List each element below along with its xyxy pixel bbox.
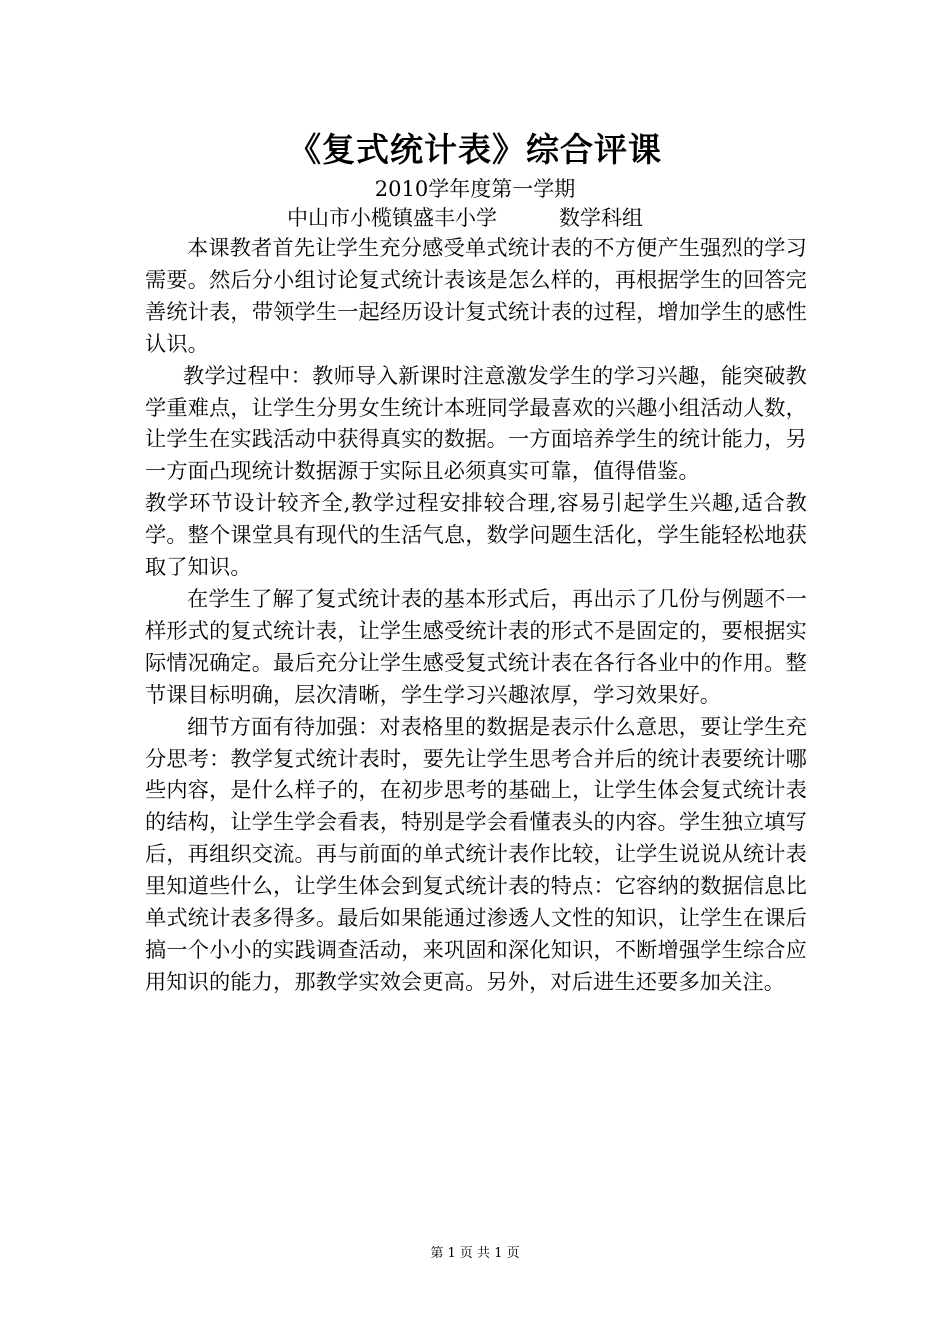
page-number-footer: 第 1 页 共 1 页 [430, 1246, 520, 1261]
paragraph: 细节方面有待加强：对表格里的数据是表示什么意思，要让学生充分思考：教学复式统计表时，要先让学生思考合并后的统计表要统计哪些内容，是什么样子的，在初步思考的基础上，让学生体会复式统计表的结构，让学生学会看表，特别是学会看懂表头的内容。学生独立填写后，再组织交流。再与前面的单式统计表作比较，让学生说说从统计表里知道些什么，让学生体会到复式统计表的特点：它容纳的数据信息比单式统计表多得多。最后如果能通过渗透人文性的知识，让学生在课后搞一个小小的实践调查活动，来巩固和深化知识，不断增强学生综合应用知识的能力，那教学实效会更高。另外，对后进生还要多加关注。 [145, 713, 807, 994]
paragraph: 教学环节设计较齐全,教学过程安排较合理,容易引起学生兴趣,适合教学。整个课堂具有现代的生活气息，数学问题生活化，学生能轻松地获取了知识。 [145, 490, 807, 580]
document-subtitle: 2010学年度第一学期 [374, 177, 576, 201]
paragraph: 在学生了解了复式统计表的基本形式后，再出示了几份与例题不一样形式的复式统计表，让学生感受统计表的形式不是固定的，要根据实际情况确定。最后充分让学生感受复式统计表在各行各业中的作用。整节课目标明确，层次清晰，学生学习兴趣浓厚，学习效果好。 [145, 585, 807, 707]
subject-group: 数学科组 [559, 206, 643, 230]
school-name: 中山市小榄镇盛丰小学 [287, 206, 497, 230]
document-body [145, 232, 807, 998]
author-line [287, 204, 643, 232]
document-title: 《复式统计表》综合评课 [288, 130, 662, 169]
paragraph: 教学过程中：教师导入新课时注意激发学生的学习兴趣，能突破教学重难点，让学生分男女生统计本班同学最喜欢的兴趣小组活动人数，让学生在实践活动中获得真实的数据。一方面培养学生的统计能力，另一方面凸现统计数据源于实际且必须真实可靠，值得借鉴。 [145, 362, 807, 484]
paragraph: 本课教者首先让学生充分感受单式统计表的不方便产生强烈的学习需要。然后分小组讨论复式统计表该是怎么样的，再根据学生的回答完善统计表，带领学生一起经历设计复式统计表的过程，增加学生的感性认识。 [145, 235, 807, 356]
